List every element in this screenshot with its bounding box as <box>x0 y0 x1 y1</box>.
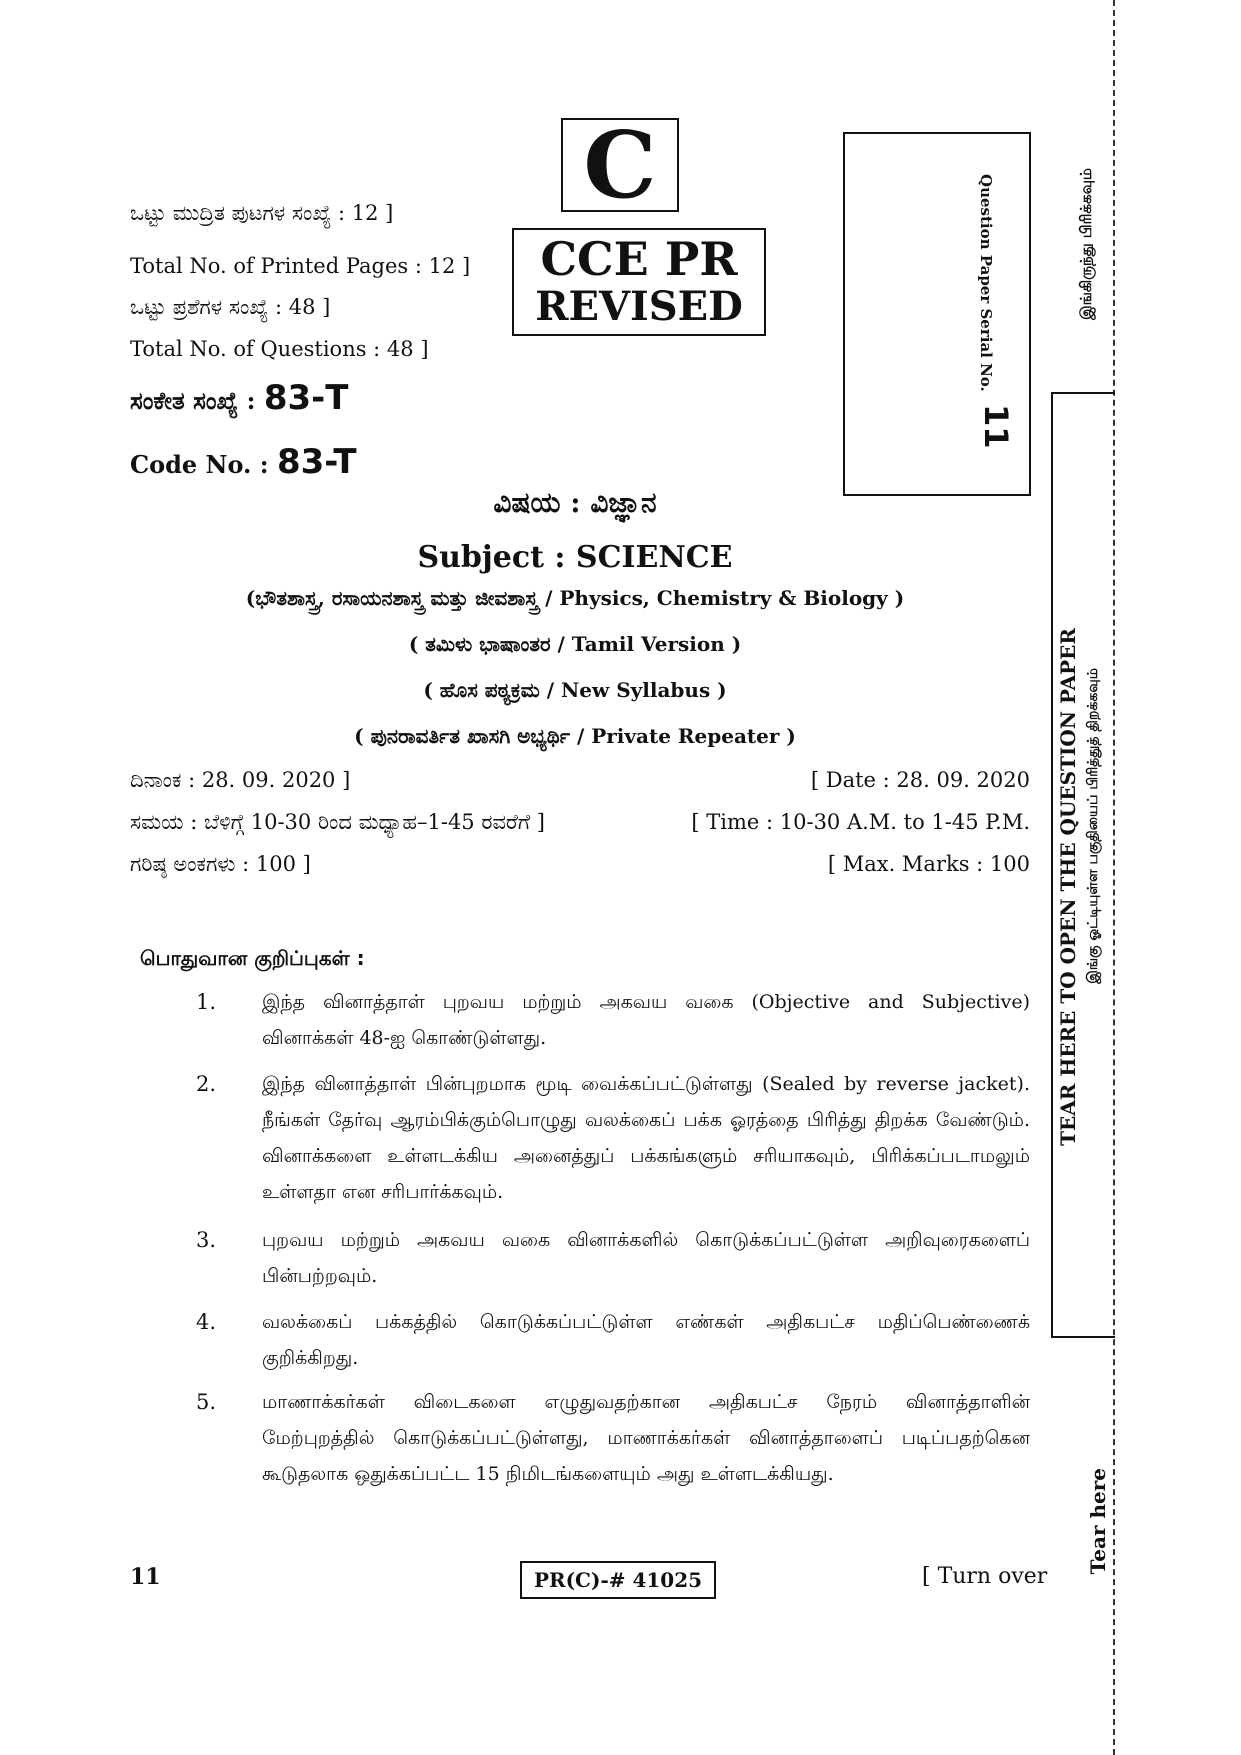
time-kn: ಸಮಯ : ಬೆಳಿಗ್ಗೆ 10-30 ರಿಂದ ಮಧ್ಯಾಹ–1-45 ರವರೆಗೆ ] <box>130 810 545 834</box>
instruction-text: இந்த வினாத்தாள் புறவய மற்றும் அகவய வகை (Objective and Subjective) வினாக்கள் 48-ஐ கொண்டுள்ளது. <box>262 991 1030 1049</box>
code-kn-label: ಸಂಕೇತ ಸಂಖ್ಯೆ : <box>130 386 256 415</box>
exam-title-line2: REVISED <box>535 283 743 330</box>
questions-count-en: Total No. of Questions : 48 ] <box>130 337 429 361</box>
pr-code-box: PR(C)-# 41025 <box>520 1561 716 1599</box>
code-en-label: Code No. : <box>130 450 269 479</box>
instruction-item <box>196 1384 1030 1492</box>
questions-count-kn: ಒಟ್ಟು ಪ್ರಶೆಗಳ ಸಂಖ್ಯೆ : 48 ] <box>130 295 331 319</box>
serial-value: 11 <box>977 404 1015 449</box>
serial-label: Question Paper Serial No. <box>977 174 995 392</box>
instruction-item <box>196 1066 1030 1210</box>
date-kn: ದಿನಾಂಕ : 28. 09. 2020 ] <box>130 768 351 792</box>
syllabus-line: ( ಹೊಸ ಪಠ್ಯಕ್ರಮ / New Syllabus ) <box>423 678 727 702</box>
turn-over: [ Turn over <box>922 1564 1048 1589</box>
side-tamil-top: இங்கிருந்து பிரிக்கவும் <box>1077 168 1095 320</box>
printed-pages-en: Total No. of Printed Pages : 12 ] <box>130 254 471 278</box>
printed-pages-kn: ಒಟ್ಟು ಮುದ್ರಿತ ಪುಟಗಳ ಸಂಖ್ಯೆ : 12 ] <box>130 201 394 225</box>
time-row <box>130 810 1030 835</box>
instruction-number: 2. <box>196 1072 217 1096</box>
instruction-number: 1. <box>196 990 217 1014</box>
marks-kn: ಗರಿಷ್ಠ ಅಂಕಗಳು : 100 ] <box>130 852 311 876</box>
instruction-item <box>196 984 1030 1056</box>
date-en: [ Date : 28. 09. 2020 <box>810 768 1030 792</box>
side-tear-english: TEAR HERE TO OPEN THE QUESTION PAPER <box>1056 628 1080 1146</box>
version-line: ( ತಮಿಳು ಭಾಷಾಂತರ / Tamil Version ) <box>408 632 742 656</box>
date-row <box>130 768 1030 793</box>
instruction-number: 4. <box>196 1310 217 1334</box>
instruction-text: இந்த வினாத்தாள் பின்புறமாக மூடி வைக்கப்பட்டுள்ளது (Sealed by reverse jacket). நீங்கள் தேர்வு ஆரம்பிக்கும்பொழுது வலக்கைப் பக்க ஓரத்தை பிரித்து திறக்க வேண்டும். வினாக்களை உள்ளடக்கிய அனைத்துப் பக்கங்களும் சரியாகவும், பிரிக்கப்படாமலும் உள்ளதா என சரிபார்க்கவும். <box>262 1073 1030 1203</box>
marks-row <box>130 852 1030 877</box>
exam-title-line1: CCE PR <box>540 232 738 286</box>
subject-branches: (ಭೌತಶಾಸ್ತ್ರ, ರಸಾಯನಶಾಸ್ತ್ರ ಮತ್ತು ಜೀವಶಾಸ್ತ್ರ / Physics, Chemistry & Biology ) <box>245 586 905 610</box>
side-tear-tamil: இங்கு ஓட்டியுள்ள பகுதியைப் பிரித்துத் திறக்கவும் <box>1085 668 1101 984</box>
serial-number-box <box>843 132 1031 496</box>
code-kn-value: 83-T <box>263 378 349 418</box>
exam-title-box <box>512 228 766 336</box>
instruction-item <box>196 1304 1030 1376</box>
instruction-text: வலக்கைப் பக்கத்தில் கொடுக்கப்பட்டுள்ள எண்கள் அதிகபட்ச மதிப்பெண்ணைக் குறிக்கிறது. <box>262 1311 1030 1369</box>
page-number: 11 <box>130 1564 161 1590</box>
marks-en: [ Max. Marks : 100 <box>827 852 1030 876</box>
code-en-value: 83-T <box>276 442 357 482</box>
set-letter-box: C <box>561 118 679 212</box>
time-en: [ Time : 10-30 A.M. to 1-45 P.M. <box>691 810 1030 834</box>
instruction-text: புறவய மற்றும் அகவய வகை வினாக்களில் கொடுக்கப்பட்டுள்ள அறிவுரைகளைப் பின்பற்றவும். <box>262 1229 1030 1287</box>
instruction-text: மாணாக்கர்கள் விடைகளை எழுதுவதற்கான அதிகபட்ச நேரம் வினாத்தாளின் மேற்புறத்தில் கொடுக்கப்பட்டுள்ளது, மாணாக்கர்கள் வினாத்தாளைப் படிப்பதற்கென கூடுதலாக ஒதுக்கப்பட்ட 15 நிமிடங்களையும் அது உள்ளடக்கியது. <box>262 1391 1030 1485</box>
side-tear-here: Tear here <box>1086 1468 1110 1575</box>
instruction-item <box>196 1222 1030 1294</box>
subject-kn: ವಿಷಯ : ವಿಜ್ಞಾನ <box>493 486 657 519</box>
subject-en: Subject : SCIENCE <box>417 540 733 575</box>
instruction-number: 3. <box>196 1228 217 1252</box>
code-kn <box>130 378 348 418</box>
code-en <box>130 442 357 482</box>
general-instructions-title: பொதுவான குறிப்புகள் : <box>140 946 365 970</box>
instruction-number: 5. <box>196 1390 217 1414</box>
candidate-line: ( ಪುನರಾವರ್ತಿತ ಖಾಸಗಿ ಅಭ್ಯರ್ಥಿ / Private Repeater ) <box>354 724 796 748</box>
